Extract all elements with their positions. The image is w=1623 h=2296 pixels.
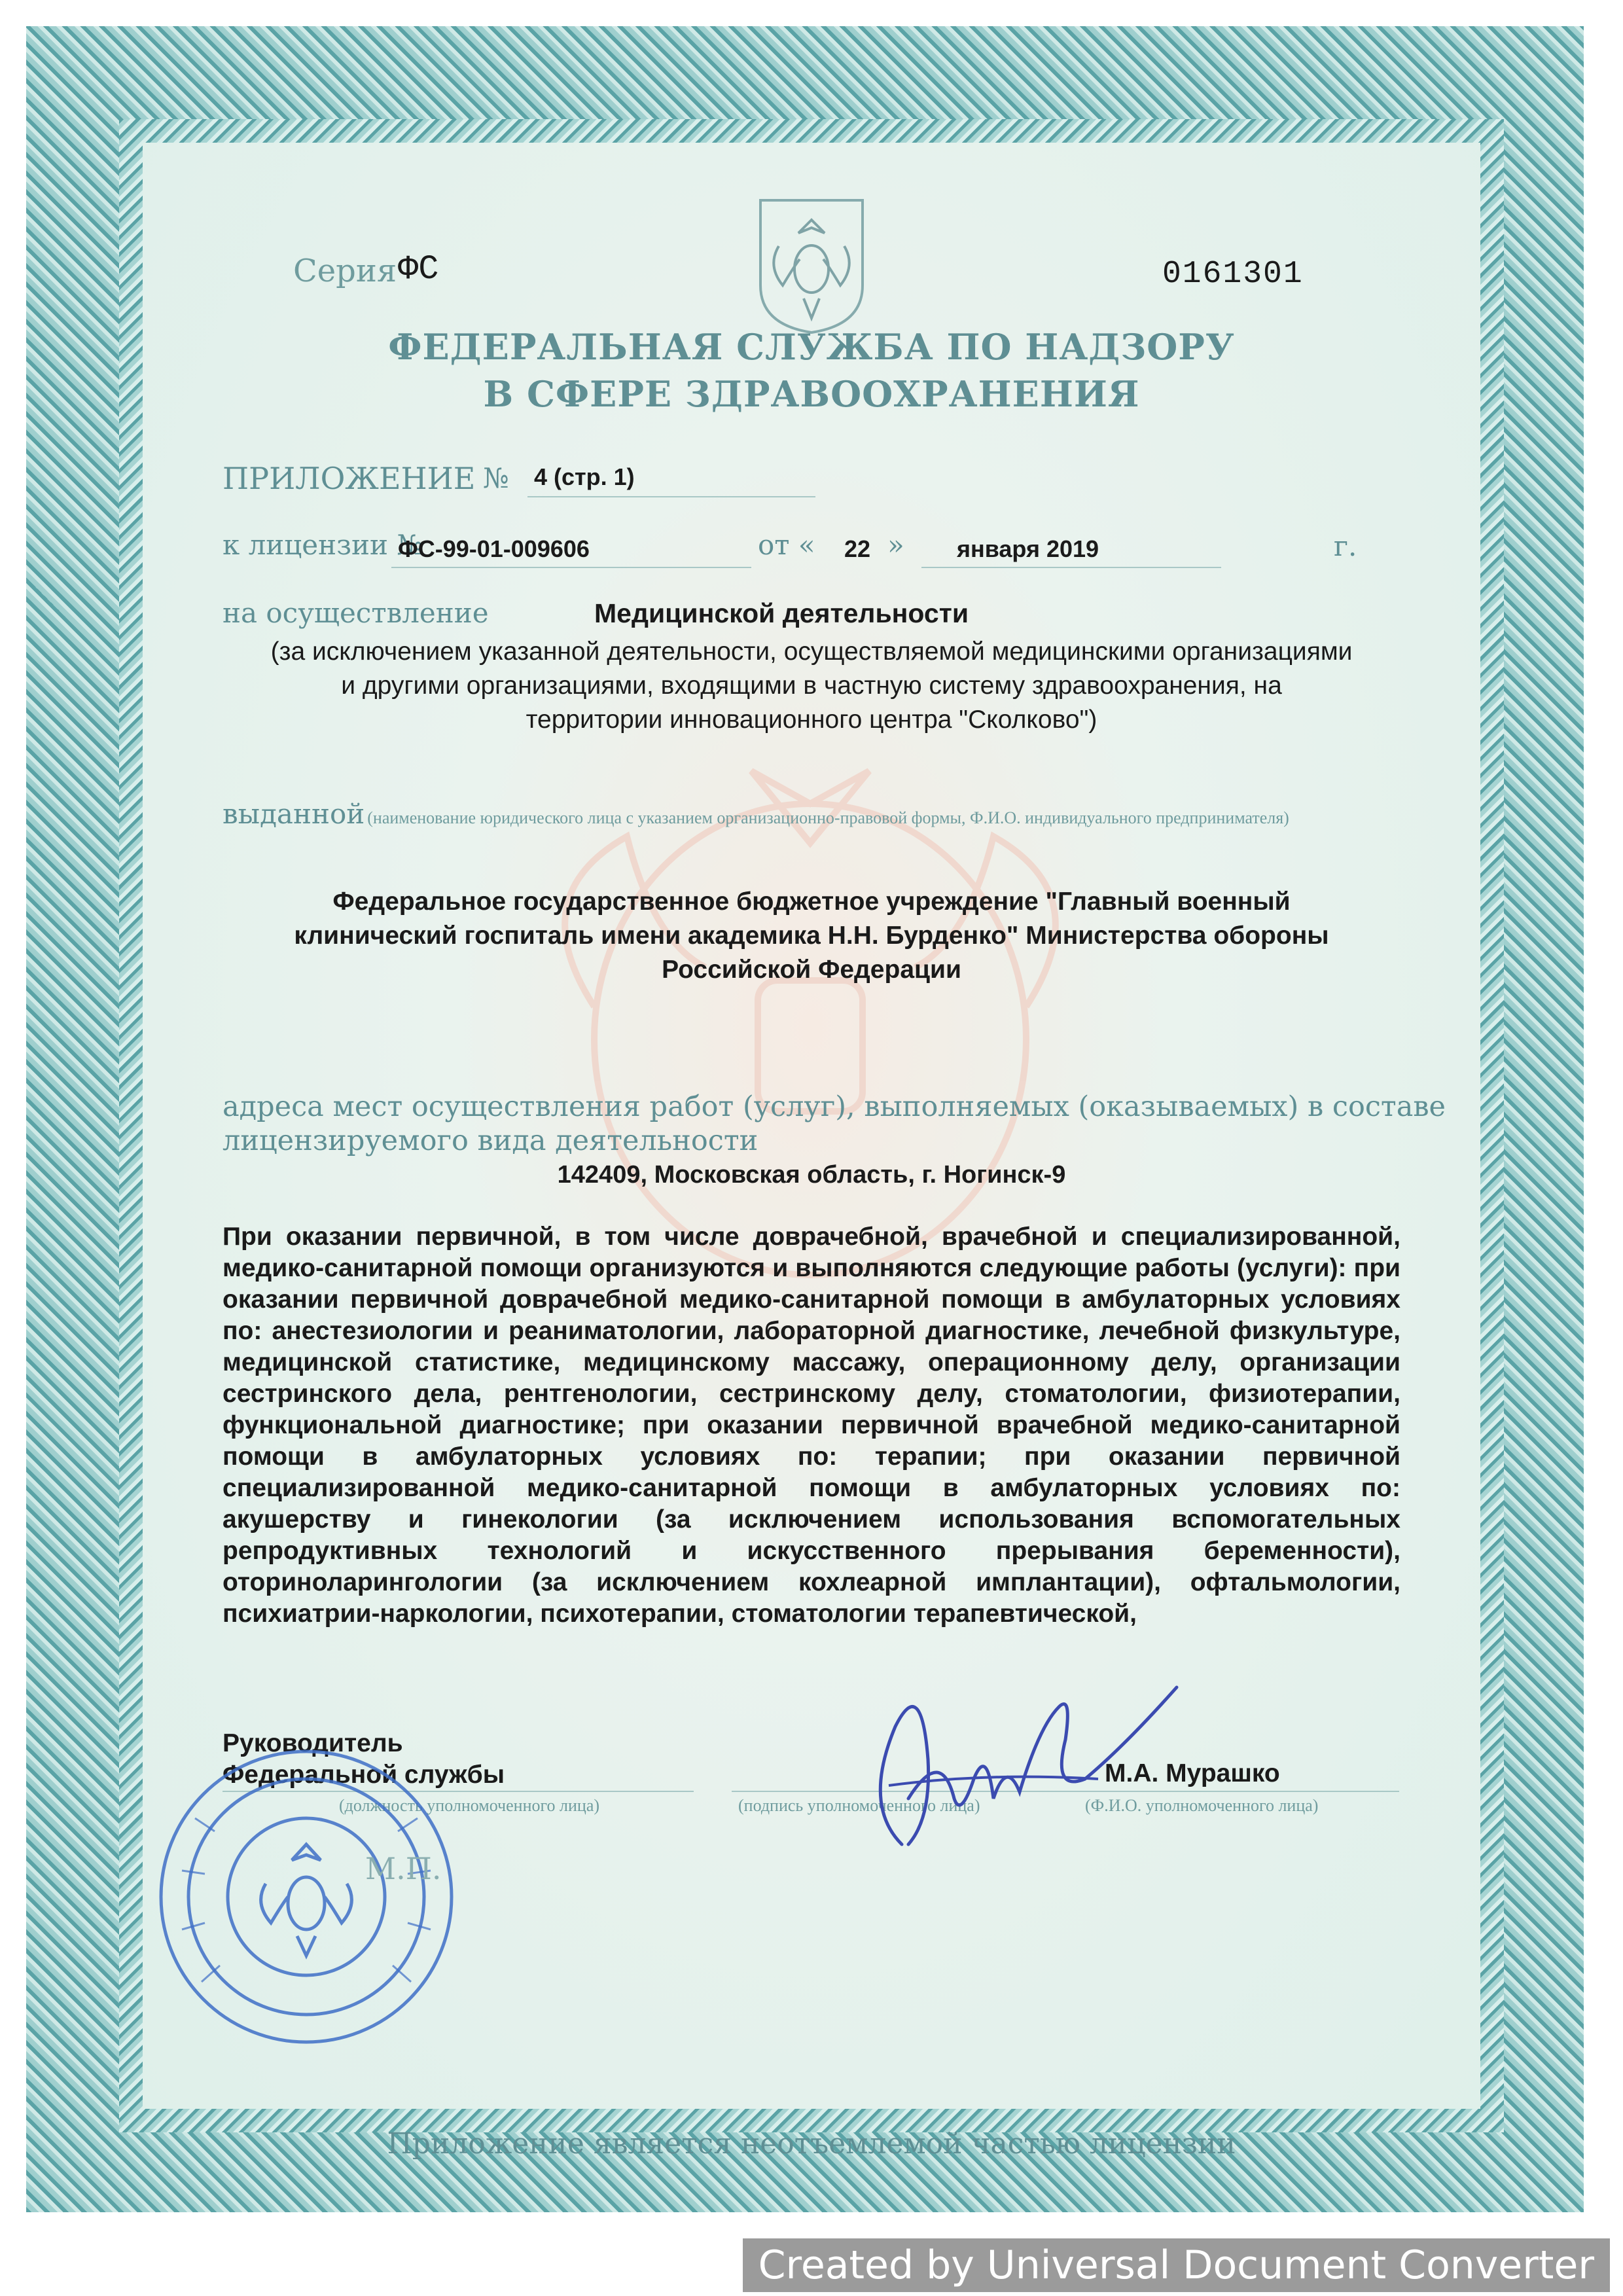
services-paragraph: При оказании первичной, в том числе доврачебной, врачебной и специализированной, медико-санитарной помощи организуются и выполняются следующие работы (услуги): при оказании первичной доврачебной медико-санитарной помощи в амбулаторных условиях по: анестезиологии и реаниматологии, лабораторной диагностике, лечебной физкультуре, медицинской статистике, медицинскому массажу, операционному делу, организации сестринского дела, рентгенологии, сестринскому делу, стоматологии, физиотерапии, функциональной диагностике; при оказании первичной врачебной медико-санитарной помощи в амбулаторных условиях по: терапии; при оказании первичной специализированной медико-санитарной помощи в амбулаторных условиях по: акушерству и гинекологии (за исключением использования вспомогательных репродуктивных технологий и искусственного прерывания беременности), оториноларингологии (за исключением кохлеарной имплантации), офтальмологии, психиатрии-наркологии, психотерапии, стоматологии терапевтической, [223,1223,1400,1628]
org-title-line-2: В СФЕРЕ ЗДРАВООХРАНЕНИЯ [483,373,1140,415]
issued-organization [223,885,1400,987]
activity-description-line: и другими организациями, входящими в частную систему здравоохранения, на [341,672,1282,700]
license-date-underline [921,567,1221,568]
signer-position-line-2: Федеральной службы [223,1761,505,1789]
appendix-underline [527,496,815,497]
name-caption: (Ф.И.О. уполномоченного лица) [1085,1796,1319,1815]
position-caption: (должность уполномоченного лица) [339,1796,600,1815]
document-paper [143,143,1480,2161]
license-day: 22 [844,535,871,562]
address-label-line-2: лицензируемого вида деятельности [223,1124,758,1157]
license-label: к лицензии № [223,529,423,561]
coat-of-arms-icon [747,194,876,338]
address-label-line-1: адреса мест осуществления работ (услуг), выполняемых (оказываемых) в составе [223,1090,1446,1123]
activity-description-line: территории инновационного центра "Сколково") [526,706,1097,734]
license-month-year: января 2019 [957,535,1099,562]
org-title-line-1: ФЕДЕРАЛЬНАЯ СЛУЖБА ПО НАДЗОРУ [388,326,1235,368]
series-label: Серия [293,253,397,289]
license-day-close: » [887,529,904,561]
license-number: ФС-99-01-009606 [398,535,590,562]
appendix-label: ПРИЛОЖЕНИЕ [223,461,476,496]
issued-org-line: Федеральное государственное бюджетное учреждение "Главный военный [332,888,1291,916]
issued-org-line: клинический госпиталь имени академика Н.Н. Бурденко" Министерства обороны [294,922,1329,950]
issued-note: (наименование юридического лица с указанием организационно-правовой формы, Ф.И.О. индивидуального предпринимателя) [367,808,1289,827]
issued-label: выданной [223,798,365,830]
license-year-suffix: г. [1334,530,1357,562]
issued-org-line: Российской Федерации [662,956,961,984]
series-value: ФС [398,250,439,289]
footer-note: Приложение является неотъемлемой частью лицензии [387,2127,1236,2161]
license-date-from: от « [758,529,815,561]
converter-watermark: Created by Universal Document Converter [743,2238,1610,2292]
signature-caption: (подпись уполномоченного лица) [738,1796,980,1815]
address-value: 142409, Московская область, г. Ногинск-9 [557,1161,1066,1189]
activity-description-line: (за исключением указанной деятельности, осуществляемой медицинскими организациями [270,637,1353,666]
appendix-number-sign: № [483,462,509,494]
activity-label: на осуществление [223,597,489,629]
activity-description [223,635,1400,737]
activity-title: Медицинской деятельности [594,598,969,628]
issued-block [223,800,1400,835]
stamp-place-label: М.П. [365,1851,442,1886]
signer-name: М.А. Мурашко [1105,1759,1280,1787]
appendix-number: 4 (стр. 1) [534,463,635,490]
official-stamp [143,1740,470,2054]
license-form-number: 0161301 [1162,257,1304,292]
license-number-underline [391,567,751,568]
handwritten-signature [823,1648,1229,1864]
signer-position-line-1: Руководитель [223,1729,403,1757]
